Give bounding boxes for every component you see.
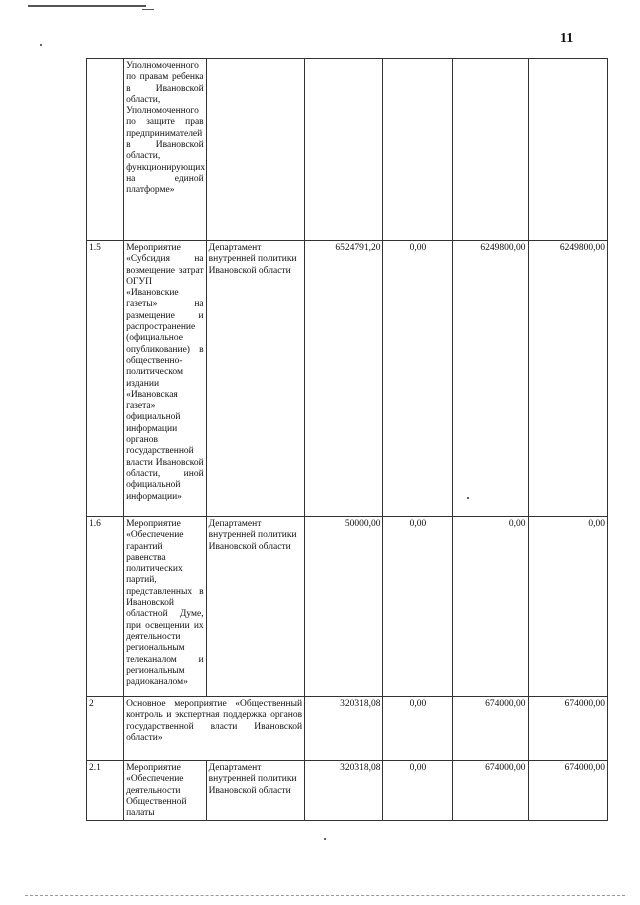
value-col-1 bbox=[305, 59, 383, 241]
scan-dot bbox=[40, 44, 42, 46]
value-col-3 bbox=[453, 59, 528, 241]
value-col-2: 0,00 bbox=[383, 761, 453, 821]
row-number bbox=[87, 59, 124, 241]
event-name-text: Основное мероприятие «Общественный контроль и экспертная поддержка органов государственной власти Ивановской области» bbox=[126, 699, 303, 743]
scan-line-top bbox=[28, 5, 146, 7]
event-name-text: Мероприятие «Субсидия на возмещение затрат ОГУП «Ивановские газеты» на размещение и распространение (официальное опубликование) в общественно-политическом издании «Ивановская газета» официальной информации органов государственной власти Ивановской области, иной официальной информации» bbox=[126, 243, 204, 502]
event-name bbox=[124, 59, 207, 241]
value-col-2 bbox=[383, 59, 453, 241]
executor: Департамент внутренней политики Ивановской области bbox=[206, 241, 304, 517]
page-number: 11 bbox=[560, 31, 574, 46]
scan-dot bbox=[324, 838, 326, 840]
value-col-4 bbox=[528, 59, 607, 241]
value-col-3: 6249800,00 bbox=[453, 241, 528, 517]
event-name bbox=[124, 241, 207, 517]
row-number: 1.6 bbox=[87, 517, 124, 697]
value-col-1: 320318,08 bbox=[305, 697, 383, 761]
value-col-4: 674000,00 bbox=[528, 697, 607, 761]
value-col-3: 0,00 bbox=[453, 517, 528, 697]
value-col-4: 674000,00 bbox=[528, 761, 607, 821]
value-col-3: 674000,00 bbox=[453, 697, 528, 761]
event-name bbox=[124, 697, 305, 761]
scan-noise-bottom bbox=[25, 895, 625, 897]
value-col-1: 50000,00 bbox=[305, 517, 383, 697]
row-number: 2.1 bbox=[87, 761, 124, 821]
value-col-1: 320318,08 bbox=[305, 761, 383, 821]
value-col-4: 6249800,00 bbox=[528, 241, 607, 517]
value-col-3: 674000,00 bbox=[453, 761, 528, 821]
value-col-4: 0,00 bbox=[528, 517, 607, 697]
value-col-2: 0,00 bbox=[383, 241, 453, 517]
executor bbox=[206, 59, 304, 241]
table-row bbox=[87, 517, 608, 697]
value-col-2: 0,00 bbox=[383, 517, 453, 697]
value-col-2: 0,00 bbox=[383, 697, 453, 761]
event-name bbox=[124, 517, 207, 697]
budget-table bbox=[86, 58, 608, 821]
event-name bbox=[124, 761, 207, 821]
table-row bbox=[87, 59, 608, 241]
table-row bbox=[87, 241, 608, 517]
executor: Департамент внутренней политики Ивановской области bbox=[206, 761, 304, 821]
event-name-text: Мероприятие «Обеспечение гарантий равенства политических партий, представленных в Ивановской областной Думе, при освещении их деятельности региональным телеканалом и региональным радиоканалом» bbox=[126, 519, 204, 688]
event-name-text: Уполномоченного по правам ребенка в Ивановской области, Уполномоченного по защите прав предпринимателей в Ивановской области, функционирующих на единой платформе» bbox=[126, 61, 206, 196]
table-row bbox=[87, 697, 608, 761]
value-col-1: 6524791,20 bbox=[305, 241, 383, 517]
row-number: 1.5 bbox=[87, 241, 124, 517]
table-row bbox=[87, 761, 608, 821]
row-number: 2 bbox=[87, 697, 124, 761]
executor: Департамент внутренней политики Ивановской области bbox=[206, 517, 304, 697]
scan-line-top-short bbox=[142, 9, 154, 10]
event-name-text: Мероприятие «Обеспечение деятельности Общественной палаты bbox=[126, 763, 187, 819]
